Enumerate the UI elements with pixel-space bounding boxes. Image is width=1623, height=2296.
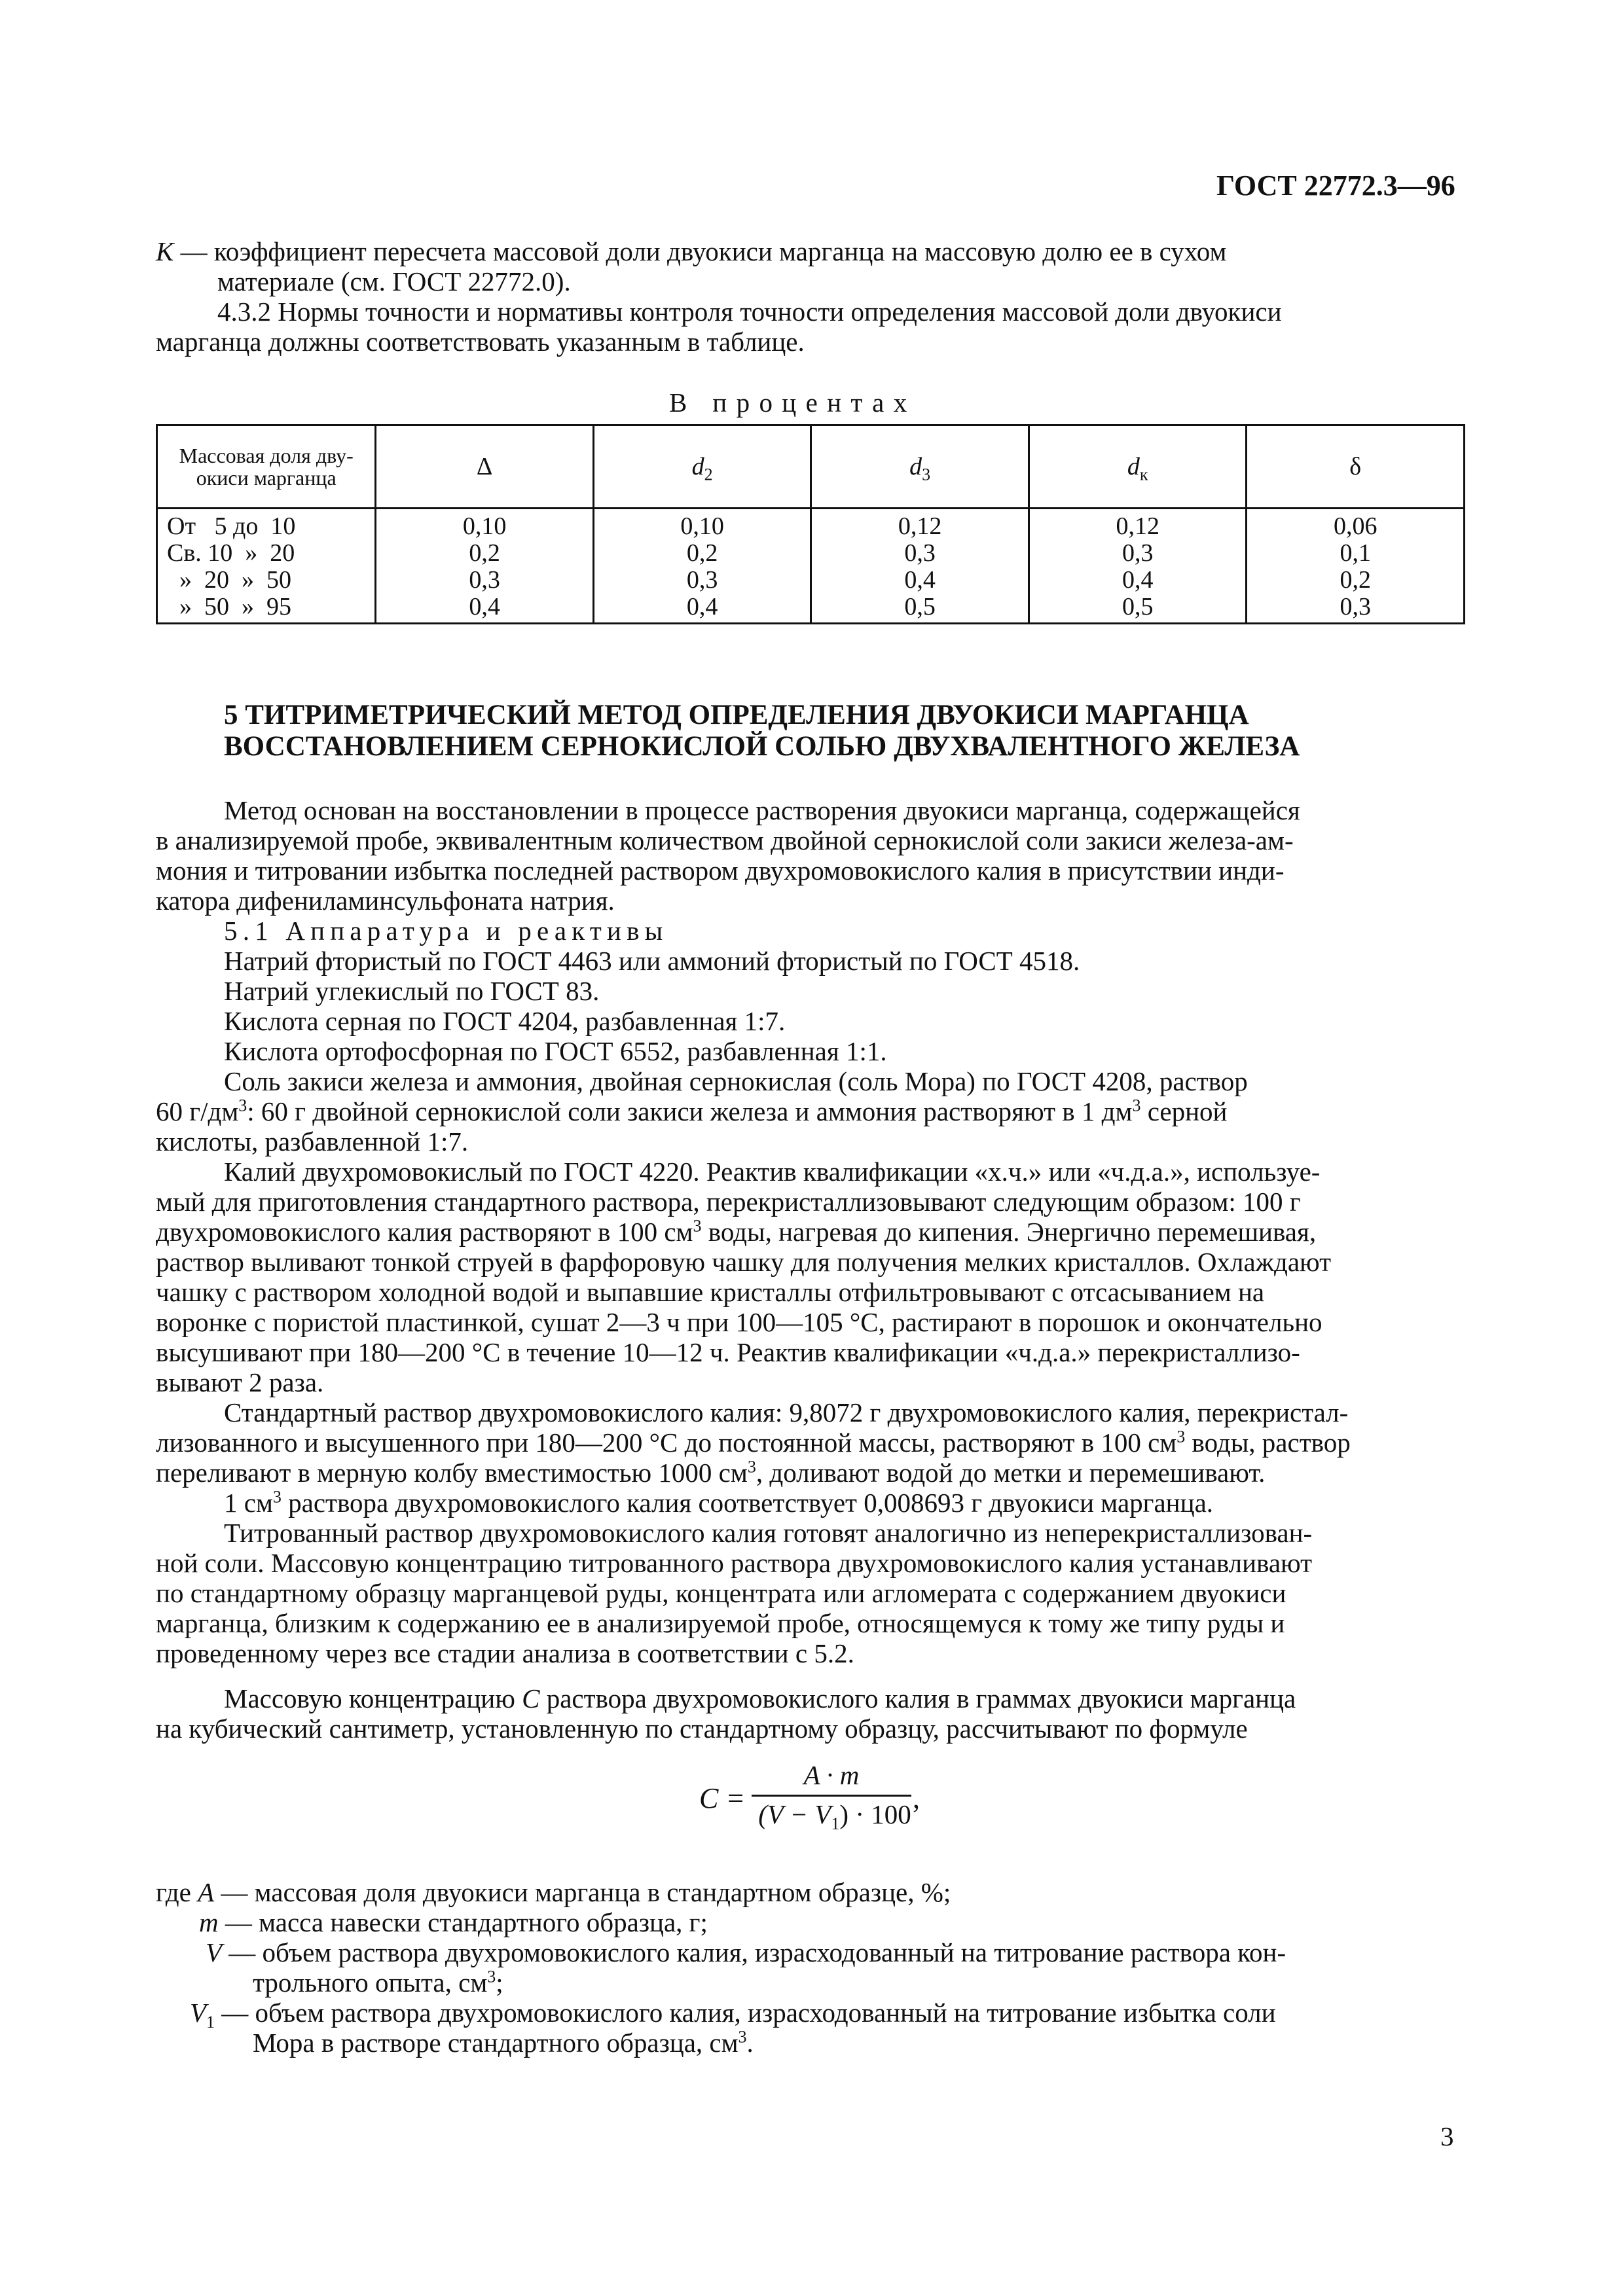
method-paragraph-line-4: катора дифениламинсульфоната натрия. — [156, 886, 615, 916]
dichromate-line-5: чашку с раствором холодной водой и выпавшие кристаллы отфильтровывают с отсасыванием на — [156, 1277, 1265, 1307]
mohr-salt-line-2: 60 $г/дм^3$: 60 г двойной сернокислой соли закиси железа и аммония растворяют в 1 $дм^3$ серной — [156, 1096, 1228, 1126]
table-cell: 0,06 — [1333, 512, 1377, 540]
table-cell: От 5 до 10 — [167, 512, 296, 540]
titrated-solution-line-4: марганца, близким к содержанию ее в анализируемой пробе, относящемуся к тому же типу руды и — [156, 1608, 1285, 1638]
table-cell: 0,4 — [904, 566, 936, 594]
table-cell: 0,4 — [469, 593, 500, 620]
reagent-4: Кислота ортофосфорная по ГОСТ 6552, разбавленная 1:1. — [224, 1036, 887, 1066]
table-cell: 0,3 — [1122, 539, 1154, 567]
table-cell: 0,12 — [1116, 512, 1159, 540]
dichromate-line-1: Калий двухромовокислый по ГОСТ 4220. Реактив квалификации «х.ч.» или «ч.д.а.», используе- — [224, 1157, 1321, 1187]
legend-v-line-1: V — объем раствора двухромовокислого калия, израсходованный на титрование раствора кон- — [206, 1937, 1286, 1967]
mohr-salt-line-3: кислоты, разбавленной 1:7. — [156, 1126, 469, 1157]
titrated-solution-line-2: ной соли. Массовую концентрацию титрованного раствора двухромовокислого калия устанавливают — [156, 1548, 1313, 1578]
column-sigma — [1247, 509, 1465, 624]
k-definition-line-1: K — коэффициент пересчета массовой доли двуокиси марганца на массовую долю ее в сухом — [156, 236, 1227, 266]
table-cell: 0,3 — [904, 539, 936, 567]
method-paragraph-line-3: мония и титровании избытка последней раствором двухромовокислого калия в присутствии инди- — [156, 855, 1285, 886]
dichromate-line-3: двухромовокислого калия растворяют в 100 $см^3$ воды, нагревая до кипения. Энергично перемешивая, — [156, 1216, 1317, 1247]
column-d3 — [811, 509, 1029, 624]
header-d3: $d_3$ — [811, 425, 1029, 509]
header-d2: $d_2$ — [593, 425, 811, 509]
column-range — [157, 509, 376, 624]
table-cell: 0,3 — [469, 566, 500, 594]
standard-solution-line-1: Стандартный раствор двухромовокислого калия: 9,8072 г двухромовокислого калия, перекристал- — [224, 1397, 1349, 1427]
legend-v1-line-1: $V_1$ — объем раствора двухромовокислого калия, израсходованный на титрование избытка соли — [190, 1998, 1276, 2032]
subsection-5-1-title: 5.1 Аппаратура и реактивы — [224, 916, 668, 946]
legend-m: m — масса навески стандартного образца, г; — [199, 1907, 708, 1937]
legend-a: где A — массовая доля двуокиси марганца в стандартном образце, %; — [156, 1877, 951, 1907]
table-cell: 0,2 — [686, 539, 718, 567]
method-paragraph-line-1: Метод основан на восстановлении в процессе растворения двуокиси марганца, содержащейся — [224, 795, 1300, 825]
page-number: 3 — [1440, 2121, 1454, 2151]
reagent-1: Натрий фтористый по ГОСТ 4463 или аммоний фтористый по ГОСТ 4518. — [224, 946, 1080, 976]
dichromate-line-4: раствор выливают тонкой струей в фарфоровую чашку для получения мелких кристаллов. Охлаждают — [156, 1247, 1332, 1277]
table-caption: В процентах — [669, 387, 917, 418]
table-data-row — [157, 509, 1465, 624]
titrated-solution-line-5: проведенному через все стадии анализа в соответствии с 5.2. — [156, 1638, 854, 1668]
table-cell: 0,10 — [680, 512, 724, 540]
section-title-line-2: ВОССТАНОВЛЕНИЕМ СЕРНОКИСЛОЙ СОЛЬЮ ДВУХВАЛЕНТНОГО ЖЕЛЕЗА — [224, 731, 1300, 762]
reagent-2: Натрий углекислый по ГОСТ 83. — [224, 976, 600, 1006]
standard-solution-line-2: лизованного и высушенного при 180—200 °С до постоянной массы, растворяют в 100 $см^3$ воды, раствор — [156, 1427, 1351, 1458]
header-sigma: δ — [1247, 425, 1465, 509]
column-dk — [1029, 509, 1247, 624]
dichromate-line-6: воронке с пористой пластинкой, сушат 2—3 ч при 100—105 °С, растирают в порошок и окончательно — [156, 1307, 1322, 1337]
legend-v-line-2: трольного опыта, $см^3$; — [253, 1967, 503, 1998]
standard-solution-line-3: переливают в мерную колбу вместимостью 1000 $см^3$, доливают водой до метки и перемешивают. — [156, 1457, 1266, 1488]
formula-denominator: $(V - V_1) \cdot 100$ — [758, 1799, 911, 1834]
concentration-line-1: Массовую концентрацию C раствора двухромовокислого калия в граммах двуокиси марганца — [224, 1683, 1296, 1713]
table-cell: 0,10 — [462, 512, 507, 540]
table-cell: » 20 » 50 — [167, 566, 291, 594]
clause-4-3-2-line-2: марганца должны соответствовать указанным в таблице. — [156, 327, 805, 357]
concentration-line-2: на кубический сантиметр, установленную по стандартному образцу, рассчитывают по формуле — [156, 1713, 1248, 1744]
table-cell: 0,2 — [1340, 566, 1371, 594]
legend-v1-line-2: Мора в растворе стандартного образца, $см^3$. — [253, 2027, 754, 2058]
table-cell: 0,3 — [1340, 593, 1371, 620]
dichromate-line-8: вывают 2 раза. — [156, 1367, 324, 1397]
dichromate-line-2: мый для приготовления стандартного раствора, перекристаллизовывают следующим образом: 100 г — [156, 1187, 1301, 1217]
k-definition-line-2: материале (см. ГОСТ 22772.0). — [217, 266, 571, 296]
formula-numerator: A · m — [803, 1760, 860, 1790]
dichromate-line-7: высушивают при 180—200 °С в течение 10—12 ч. Реактив квалификации «ч.д.а.» перекристаллизо- — [156, 1337, 1300, 1367]
mohr-salt-line-1: Соль закиси железа и аммония, двойная сернокислая (соль Мора) по ГОСТ 4208, раствор — [224, 1066, 1248, 1096]
accuracy-table — [156, 424, 1465, 624]
table-cell: 0,5 — [904, 593, 936, 620]
column-d2 — [593, 509, 811, 624]
equivalence-line: 1 $см^3$ раствора двухромовокислого калия соответствует 0,008693 г двуокиси марганца. — [224, 1487, 1214, 1518]
k-symbol: K — [156, 236, 174, 266]
formula-comma: , — [913, 1782, 920, 1814]
table-cell: 0,1 — [1340, 539, 1371, 567]
section-title-line-1: 5 ТИТРИМЕТРИЧЕСКИЙ МЕТОД ОПРЕДЕЛЕНИЯ ДВУОКИСИ МАРГАНЦА — [224, 700, 1249, 730]
method-paragraph-line-2: в анализируемой пробе, эквивалентным количеством двойной сернокислой соли закиси железа-ам- — [156, 825, 1294, 855]
column-delta — [376, 509, 594, 624]
header-mass-fraction: Массовая доля дву- окиси марганца — [157, 425, 376, 509]
reagent-3: Кислота серная по ГОСТ 4204, разбавленная 1:7. — [224, 1006, 786, 1036]
table-cell: 0,4 — [686, 593, 718, 620]
table-cell: 0,2 — [469, 539, 500, 567]
document-code: ГОСТ 22772.3—96 — [1216, 170, 1455, 202]
formula-fraction-bar — [752, 1795, 911, 1797]
table-cell: » 50 » 95 — [167, 593, 291, 620]
header-delta: Δ — [376, 425, 594, 509]
table-cell: 0,3 — [686, 566, 718, 594]
header-dk: $d_к$ — [1029, 425, 1247, 509]
clause-4-3-2-line-1: 4.3.2 Нормы точности и нормативы контроля точности определения массовой доли двуокиси — [217, 296, 1282, 327]
table-header-row — [157, 425, 1465, 509]
table-cell: 0,12 — [898, 512, 942, 540]
table-cell: 0,5 — [1122, 593, 1154, 620]
titrated-solution-line-3: по стандартному образцу марганцевой руды, концентрата или агломерата с содержанием двуокиси — [156, 1578, 1286, 1608]
titrated-solution-line-1: Титрованный раствор двухромовокислого калия готовят аналогично из неперекристаллизован- — [224, 1518, 1313, 1548]
table-cell: 0,4 — [1122, 566, 1154, 594]
formula-lhs: C = — [699, 1782, 746, 1814]
table-cell: Св. 10 » 20 — [167, 539, 295, 567]
